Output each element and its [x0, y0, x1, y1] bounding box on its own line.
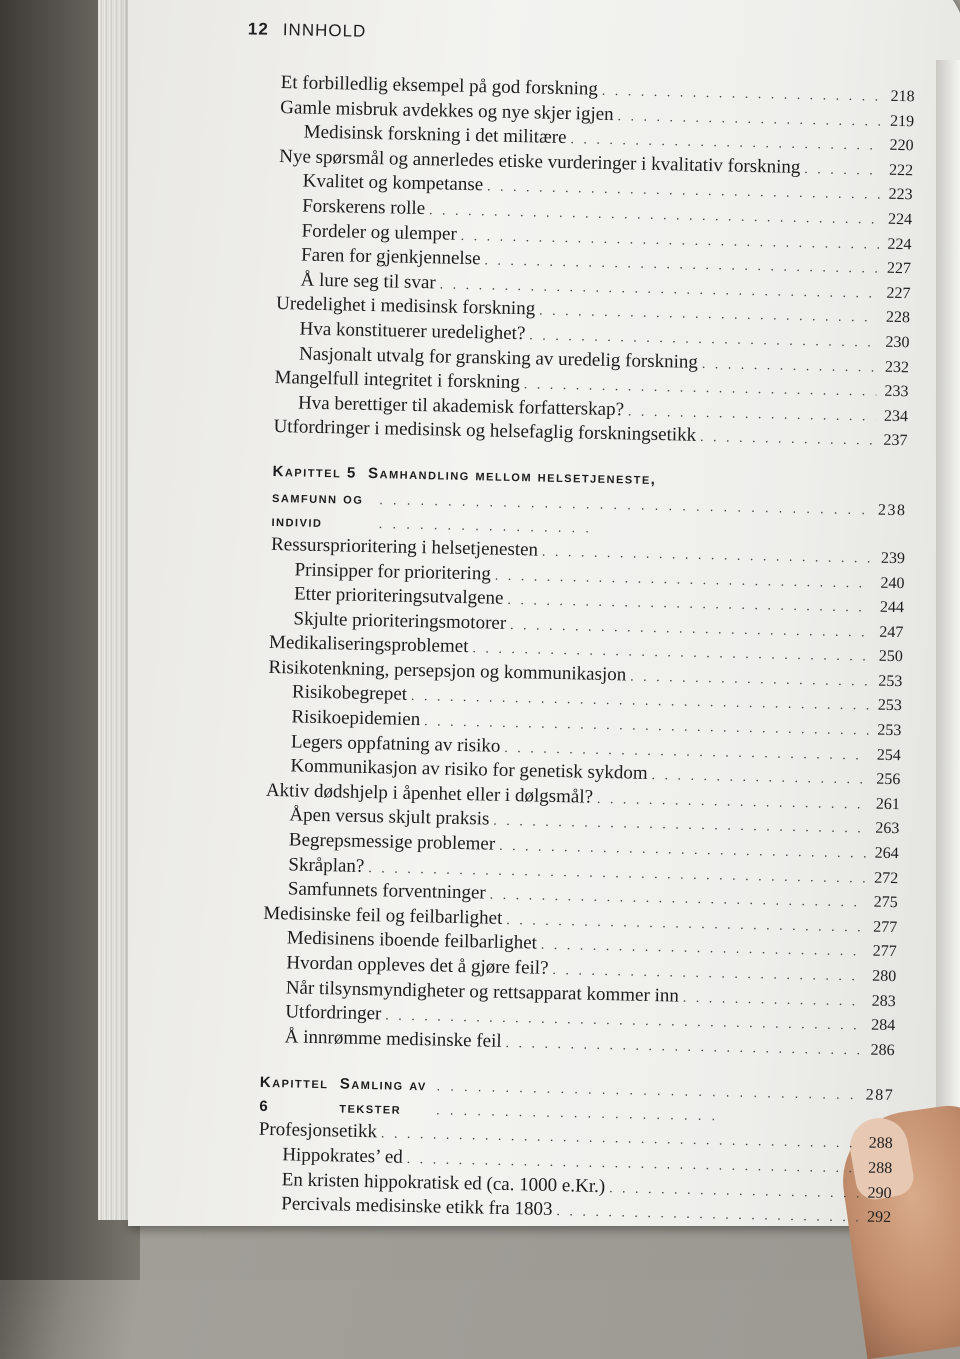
toc-entry-page: 219 [889, 112, 915, 130]
toc-entry-page: 254 [876, 746, 901, 764]
dot-leader [436, 1074, 862, 1131]
toc-entry-page: 240 [880, 574, 905, 592]
dot-leader [700, 427, 876, 453]
toc-group-chapter5 [261, 534, 906, 1064]
toc-entry-page: 228 [885, 309, 911, 327]
toc-entry-title: Medikaliseringsproblemet [268, 632, 469, 658]
dot-leader [804, 159, 881, 183]
toc-entry-title: Hva berettiger til akademisk forfatterskap? [297, 392, 625, 421]
toc-entry-page: 224 [887, 235, 912, 253]
toc-entry-title: Faren for gjenkjennelse [300, 244, 481, 270]
toc-entry-page: 288 [868, 1134, 893, 1153]
toc-entry-title: Forskerens rolle [301, 195, 426, 220]
toc-entry-title: Risikoepidemien [291, 706, 421, 731]
toc-entry-page: 230 [885, 333, 910, 352]
toc-entry-title: Nasjonalt utvalg for gransking av uredelig forskning [298, 343, 699, 373]
dot-leader [505, 1033, 863, 1063]
toc-entry-title: Å innrømme medisinske feil [284, 1026, 502, 1052]
toc-entry-page: 224 [887, 210, 913, 229]
toc-entry-page: 261 [875, 795, 900, 814]
toc-entry-title: Utfordringer i medisinsk og helsefaglig forskningsetikk [273, 416, 697, 447]
toc-entry-page: 232 [884, 358, 910, 376]
toc-entry-title: Hvordan oppleves det å gjøre feil? [286, 952, 549, 979]
toc-entry-title: Percivals medisinske etikk fra 1803 [281, 1193, 553, 1221]
toc-entry-page: 290 [867, 1184, 892, 1202]
toc-entry-page: 292 [866, 1208, 892, 1227]
chapter-label: Kapittel 6 [259, 1074, 329, 1116]
toc-entry-page: 284 [870, 1016, 896, 1035]
chapter-label: Kapittel 5 [272, 462, 357, 482]
toc-entry-title: Kvalitet og kompetanse [302, 170, 484, 196]
toc-entry-title: Etter prioriteringsutvalgene [293, 583, 504, 609]
toc-entry-page: 220 [889, 136, 914, 155]
toc-entry-title: Utfordringer [285, 1001, 382, 1025]
toc-entry-title: Fordeler og ulemper [301, 220, 457, 245]
toc-entry-page: 233 [884, 382, 909, 401]
toc-entry-page: 253 [877, 697, 903, 715]
toc-entry-page: 275 [873, 893, 898, 912]
chapter-title-line2: samfunn og individ [271, 488, 364, 531]
toc-entry-title: Samfunnets forventninger [287, 878, 486, 904]
toc-entry-page: 263 [875, 820, 900, 838]
toc-entry-title: Gamle misbruk avdekkes og nye skjer igjen [280, 96, 614, 125]
toc-entry-page: 222 [888, 161, 914, 180]
toc-entry-title: Profesjonsetikk [258, 1119, 378, 1143]
toc-entry-title: Medisinske feil og feilbarlighet [263, 902, 503, 929]
toc-entry-title: Kommunikasjon av risiko for genetisk sykdom [290, 755, 648, 785]
toc-entry-title: Ressursprioritering i helsetjenesten [270, 533, 539, 561]
chapter-title-line1: Samhandling mellom helsetjeneste, [367, 464, 657, 488]
toc-entry-title: Når tilsynsmyndigheter og rettsapparat kommer inn [285, 976, 680, 1007]
toc-entry-title: Begrepsmessige problemer [288, 829, 496, 855]
toc-entry-page: 264 [874, 844, 899, 863]
toc-entry-title: Risikobegrepet [291, 681, 408, 706]
page-number: 12 [247, 19, 270, 39]
dot-leader [702, 353, 878, 379]
toc-entry-page: 283 [871, 992, 896, 1010]
toc-entry-page: 234 [883, 407, 909, 425]
toc-entry-title: Hippokrates’ ed [282, 1144, 403, 1168]
toc-entry-title: Et forbilledlig eksempel på god forskning [280, 72, 599, 100]
toc-entry-title: Mangelfull integritet i forskning [274, 367, 521, 394]
toc-entry-title: Legers oppfatning av risiko [290, 731, 501, 757]
toc-entry-page: 237 [883, 432, 908, 450]
toc-group-chapter6 [257, 1119, 893, 1231]
table-of-contents [257, 72, 915, 1231]
toc-entry-title: Medisinens iboende feilbarlighet [286, 927, 538, 954]
running-header [248, 19, 367, 41]
toc-entry-title: Skråplan? [288, 853, 365, 877]
toc-entry-title: Risikotenkning, persepsjon og kommunikasjon [268, 656, 627, 686]
page-ref: 238 [877, 501, 907, 520]
toc-entry-page: 218 [890, 87, 915, 106]
dot-leader [683, 987, 864, 1013]
dot-leader [651, 765, 868, 792]
toc-entry-page: 277 [873, 918, 898, 936]
toc-entry-title: Åpen versus skjult praksis [289, 804, 490, 831]
toc-entry-page: 247 [879, 623, 904, 641]
toc-entry-page: 256 [876, 770, 901, 789]
page-ref: 287 [865, 1086, 895, 1105]
section-title: INNHOLD [282, 20, 367, 41]
dot-leader [556, 1201, 859, 1230]
toc-entry-title: Skjulte prioriteringsmotorer [293, 608, 507, 634]
toc-entry-page: 253 [877, 721, 902, 740]
toc-entry-page: 280 [872, 967, 897, 986]
toc-entry-page: 227 [886, 284, 911, 303]
toc-entry-title: Å lure seg til svar [300, 269, 436, 294]
toc-entry-page: 288 [867, 1159, 893, 1178]
toc-group-chapter4-end [273, 72, 915, 454]
toc-entry-title: Nye spørsmål og annerledes etiske vurderinger i kvalitativ forskning [279, 145, 801, 178]
toc-entry-page: 272 [874, 869, 899, 887]
toc-entry-title: Prinsipper for prioritering [294, 558, 492, 585]
toc-entry-title: Medisinsk forskning i det militære [303, 121, 567, 149]
toc-entry-title: Hva konstituerer uredelighet? [299, 318, 526, 345]
toc-entry-page: 250 [878, 647, 904, 666]
toc-entry-page: 227 [886, 259, 912, 278]
toc-entry-page: 244 [879, 598, 905, 617]
toc-entry-title: Aktiv dødshjelp i åpenhet eller i dølgsmål? [265, 779, 594, 808]
toc-entry-page: 286 [870, 1041, 895, 1059]
toc-entry-page: 239 [880, 549, 906, 568]
chapter-title: Samling av tekster [339, 1075, 428, 1119]
toc-entry-page: 223 [888, 186, 913, 204]
toc-entry-title: Uredelighet i medisinsk forskning [275, 293, 536, 320]
toc-entry-page: 253 [878, 672, 903, 691]
toc-entry-title: En kristen hippokratisk ed (ca. 1000 e.Kr.) [281, 1168, 606, 1197]
toc-entry-page: 277 [872, 943, 897, 961]
